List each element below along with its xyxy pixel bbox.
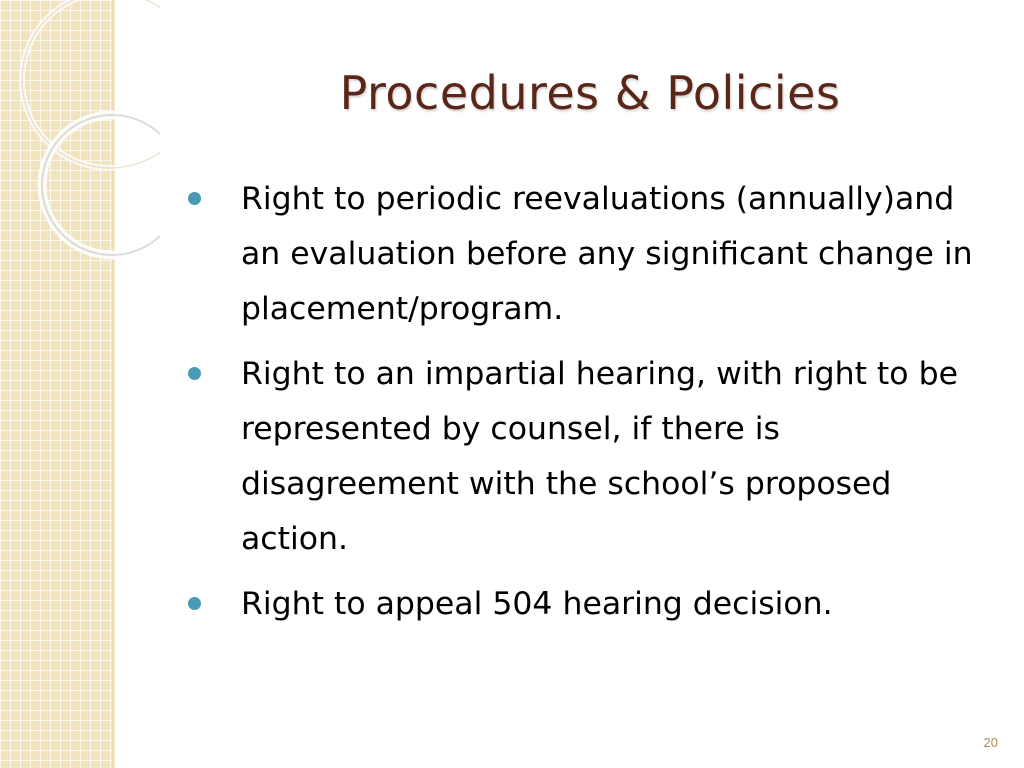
- page-number: 20: [983, 735, 998, 750]
- bullet-dot-icon: [188, 192, 201, 205]
- bullet-text: Right to appeal 504 hearing decision.: [241, 586, 833, 622]
- bullet-item: [186, 172, 996, 337]
- bullet-list: [186, 172, 996, 642]
- bullet-text: Right to periodic reevaluations (annually)and an evaluation before any significant change in placement/program.: [241, 181, 973, 327]
- slide-title: Procedures & Policies: [339, 66, 841, 120]
- bullet-dot-icon: [188, 597, 201, 610]
- decorative-rings-icon: [0, 0, 160, 260]
- bullet-item: [186, 577, 996, 632]
- bullet-dot-icon: [188, 367, 201, 380]
- bullet-item: [186, 347, 996, 567]
- bullet-text: Right to an impartial hearing, with right to be represented by counsel, if there is disagreement with the school’s proposed action.: [241, 356, 958, 557]
